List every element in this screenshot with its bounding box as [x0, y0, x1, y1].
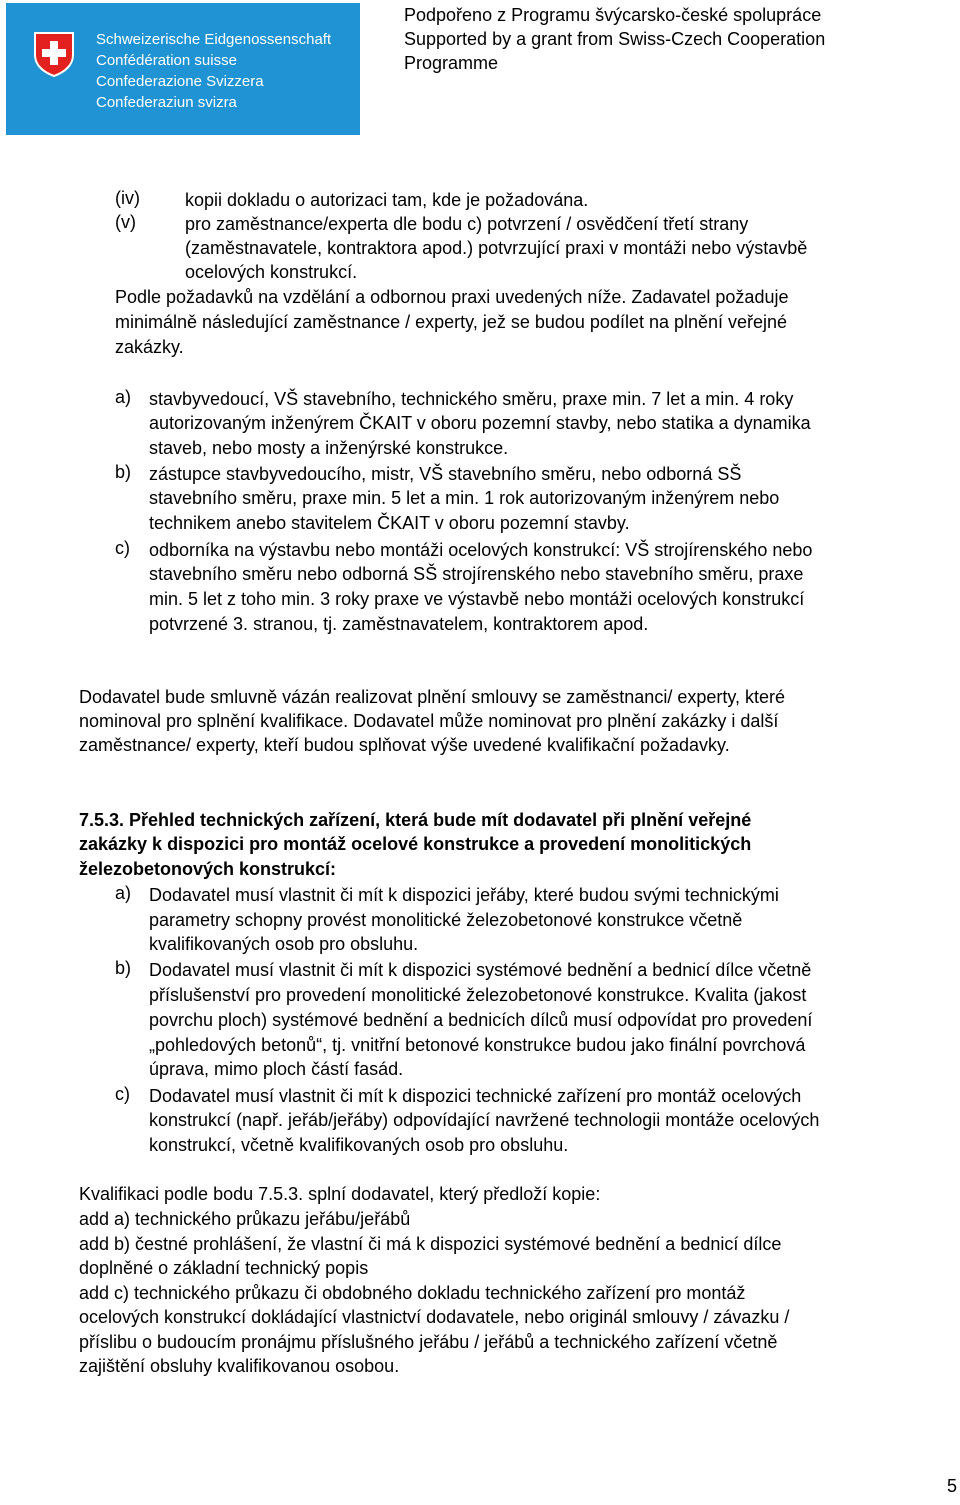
logo-line: Schweizerische Eidgenossenschaft — [96, 31, 332, 48]
list-item-text: potvrzené 3. stranou, tj. zaměstnavatelem, kontraktorem apod. — [149, 614, 649, 634]
list-label: a) — [115, 387, 132, 407]
list-item-text: min. 5 let z toho min. 3 roky praxe ve výstavbě nebo montáži ocelových konstrukcí — [149, 589, 805, 609]
section-heading: železobetonových konstrukcí: — [79, 859, 337, 879]
support-line: Programme — [404, 53, 499, 73]
list-item-text: staveb, nebo mosty a inženýrské konstrukce. — [149, 438, 509, 458]
list-label: c) — [115, 538, 130, 558]
paragraph-line: Dodavatel bude smluvně vázán realizovat plnění smlouvy se zaměstnanci/ experty, které — [79, 687, 786, 707]
list-item-text: pro zaměstnance/experta dle bodu c) potvrzení / osvědčení třetí strany — [185, 214, 749, 234]
list-item-text: povrchu ploch) systémové bednění a bednicích dílců musí odpovídat pro provedení — [149, 1010, 813, 1030]
support-line: Supported by a grant from Swiss-Czech Cooperation — [404, 29, 826, 49]
list-item-text: kvalifikovaných osob pro obsluhu. — [149, 934, 419, 954]
list-item-text: autorizovaným inženýrem ČKAIT v oboru pozemní stavby, nebo statika a dynamika — [149, 413, 811, 433]
paragraph-line: doplněné o základní technický popis — [79, 1258, 369, 1278]
list-item-text: „pohledových betonů“, tj. vnitřní betonové konstrukce budou jako finální povrchová — [149, 1035, 806, 1055]
swiss-flag-icon — [31, 31, 77, 77]
list-item-text: příslušenství pro provedení monolitické železobetonové konstrukce. Kvalita (jakost — [149, 985, 807, 1005]
paragraph-line: příslibu o budoucím pronájmu příslušného jeřábu / jeřábů a technického zařízení včetně — [79, 1332, 778, 1352]
list-item-text: ocelových konstrukcí. — [185, 262, 358, 282]
section-heading: zakázky k dispozici pro montáž ocelové konstrukce a provedení monolitických — [79, 834, 752, 854]
list-item-text: technikem anebo stavitelem ČKAIT v oboru pozemní stavby. — [149, 513, 630, 533]
list-label: b) — [115, 462, 132, 482]
list-item-text: Dodavatel musí vlastnit či mít k dispozici systémové bednění a bednicí dílce včetně — [149, 960, 812, 980]
paragraph-line: ocelových konstrukcí dokládající vlastnictví dodavatele, nebo originál smlouvy / závazku / — [79, 1307, 790, 1327]
paragraph-line: zaměstnance/ experty, kteří budou splňovat výše uvedené kvalifikační požadavky. — [79, 735, 730, 755]
logo-line: Confederazione Svizzera — [96, 73, 264, 90]
page-number: 5 — [946, 1476, 957, 1496]
paragraph-line: add b) čestné prohlášení, že vlastní či má k dispozici systémové bednění a bednicí dílce — [79, 1234, 782, 1254]
paragraph-line: minimálně následující zaměstnance / experty, jež se budou podílet na plnění veřejné — [115, 312, 788, 332]
list-label: a) — [115, 883, 132, 903]
swiss-confederation-logo — [6, 3, 360, 135]
list-item-text: konstrukcí, včetně kvalifikovaných osob pro obsluhu. — [149, 1135, 569, 1155]
paragraph-line: add c) technického průkazu či obdobného dokladu technického zařízení pro montáž — [79, 1283, 746, 1303]
list-item-text: stavbyvedoucí, VŠ stavebního, technického směru, praxe min. 7 let a min. 4 roky — [149, 389, 794, 409]
logo-line: Confederaziun svizra — [96, 94, 237, 111]
support-statement — [404, 3, 924, 75]
list-item-text: zástupce stavbyvedoucího, mistr, VŠ stavebního směru, nebo odborná SŠ — [149, 464, 742, 484]
paragraph-line: zakázky. — [115, 337, 184, 357]
support-line: Podpořeno z Programu švýcarsko-české spolupráce — [404, 5, 822, 25]
logo-line: Confédération suisse — [96, 52, 237, 69]
list-label: b) — [115, 958, 132, 978]
list-item-text: odborníka na výstavbu nebo montáži ocelových konstrukcí: VŠ strojírenského nebo — [149, 540, 813, 560]
paragraph-line: nominoval pro splnění kvalifikace. Dodavatel může nominovat pro plnění zakázky i další — [79, 711, 779, 731]
list-item-text: Dodavatel musí vlastnit či mít k dispozici jeřáby, které budou svými technickými — [149, 885, 779, 905]
paragraph-line: Podle požadavků na vzdělání a odbornou praxi uvedených níže. Zadavatel požaduje — [115, 287, 789, 307]
list-item-text: Dodavatel musí vlastnit či mít k dispozici technické zařízení pro montáž ocelových — [149, 1086, 802, 1106]
list-label: (iv) — [115, 188, 140, 208]
list-item-text: úprava, mimo ploch částí fasád. — [149, 1059, 404, 1079]
list-label: c) — [115, 1084, 130, 1104]
list-item-text: (zaměstnavatele, kontraktora apod.) potvrzující praxi v montáži nebo výstavbě — [185, 238, 808, 258]
list-item-text: konstrukcí (např. jeřáb/jeřáby) odpovídající navržené technologii montáže ocelových — [149, 1110, 820, 1130]
section-heading: 7.5.3. Přehled technických zařízení, která bude mít dodavatel při plnění veřejné — [79, 810, 752, 830]
paragraph-line: add a) technického průkazu jeřábu/jeřábů — [79, 1209, 411, 1229]
list-label: (v) — [115, 212, 136, 232]
list-item-text: stavebního směru nebo odborná SŠ strojírenského nebo stavebního směru, praxe — [149, 564, 804, 584]
paragraph-line: Kvalifikaci podle bodu 7.5.3. splní dodavatel, který předloží kopie: — [79, 1184, 601, 1204]
paragraph-line: zajištění obsluhy kvalifikovanou osobou. — [79, 1356, 400, 1376]
list-item-text: kopii dokladu o autorizaci tam, kde je požadována. — [185, 190, 589, 210]
list-item-text: stavebního směru, praxe min. 5 let a min. 1 rok autorizovaným inženýrem nebo — [149, 488, 780, 508]
list-item-text: parametry schopny provést monolitické železobetonové konstrukce včetně — [149, 910, 743, 930]
